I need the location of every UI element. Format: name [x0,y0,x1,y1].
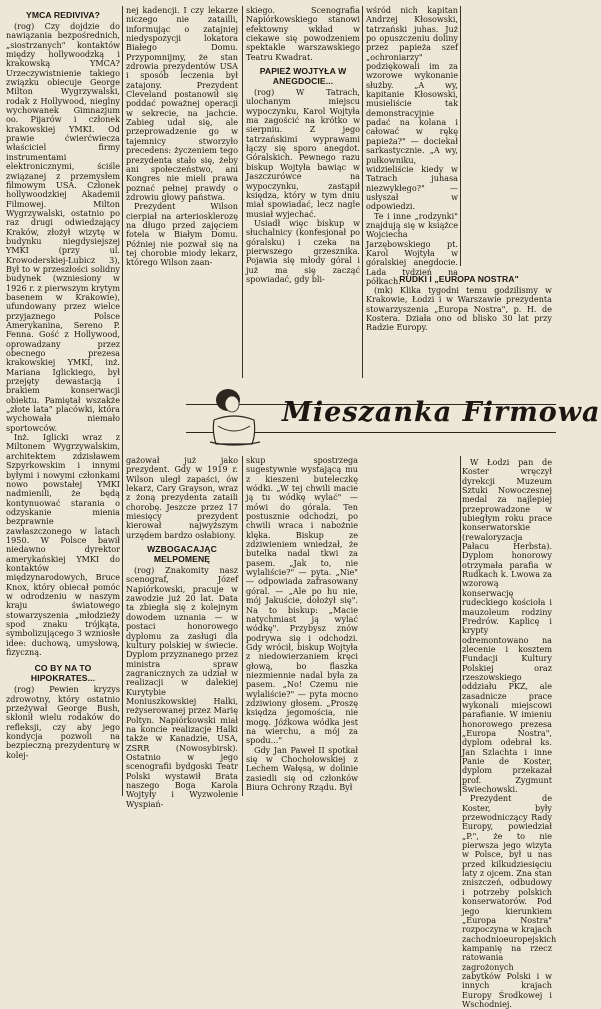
hipokrates-heading: CO BY NA TO HIPOKRATES... [30,663,96,684]
column-rule-2 [242,6,243,378]
column-rule-6 [460,456,461,796]
papiez-paragraph-2: Usiadł więc biskup w słuchalnicy (konfesjonał po góralsku) i czeka na pierwszego grzesznika. Pojawia się młody góral i już ma się zacząć spowiadać, gdy bli- [246,217,360,284]
rudki-paragraph-2: W Łodzi pan de Koster wręczył dyrekcji Muzeum Sztuki Nowoczesnej medal za najlepiej przeprowadzone w ubiegłym roku prace konserwatorskie (rewaloryzacja Pałacu Herbsta). Dyplom honorowy otrzymała parafia w Rudkach k. Lwowa za wzorową konserwację rudeckiego kościoła i mauzoleum rodziny Fredrów. Kaplicę i krypty odremontowano na zlecenie i kosztem Fundacji Kultury Polskiej oraz rzeszowskiego oddziału PKZ, ale zasadnicze prace wykonali miejscowi parafianie. W imieniu honorowego prezesa „Europa Nostra", dyplom odebrał ks. Jan Szlachta i inne Panie de Koster, dyplom przekazał prof. Zygmunt Świechowski. [462,457,552,795]
rudki-paragraph-1: (mk) Klika tygodni temu godzilismy w Krakowie, Łodzi i w Warszawie prezydenta stowarzyszenia „Europa Nostra", p. H. de Kostera. Działa ono od blisko 30 lat przy Radzie Europy. [366,285,552,333]
column-3-bottom [246,456,358,796]
wilson-paragraph-1: nej kadencji. I czy lekarze niczego nie zatailli, informując o zatajniej niedyspozycji lokatora Białego Domu. Przypomnijmy, że stan zdrowia prezydentów USA i sposób leczenia był zatajony. Prezydent Cleveland postanowił się poddać poważnej operacji w sekrecie, na jachcie. Zabieg udał się, ale przeprowadzenie go w tajemnicy stworzyło precedens: życzeniem tego prezydenta stało się, żeby ani społeczeństwo, ani Kongres nie mieli prawa poznać pełnej prawdy o zdrowiu głowy państwa. [126,5,238,202]
mieszanka-banner [186,382,601,452]
wzbogacajac-paragraph: (rog) Znakomity nasz scenograf, Józef Napiórkowski, pracuje w zawodzie już 20 lat. Data ta zbiegła się z kolejnym dowodem uznania — w postaci honorowego dyplomu za zasługi dla kultury polskiej w świecie. Dyplom przyznanego przez ministra spraw zagranicznych za udział w realizacji w dalekiej Kurytybie Moniuszkowskiej Halki, reżyserowanej przez Marię Poltyn. Napiórkowski miał na koncie realizacje Halki także w Kanadzie, USA, ZSRR (Nowosybirsk). Ostatnio w jego scenografii bydgoski Teatr Polski wystawił Brata naszego Boga Karola Wojtyły i Wyzwolenie Wyspiań- [126,565,238,809]
ymca-paragraph-1: (rog) Czy dojdzie do nawiązania bezpośrednich, „siostrzanych" kontaktów między hollywoodzką i krakowską YMCA? Urzeczywistnienie takiego związku obiecuje George Milton Wygrzywalski, rodak z Hollywood, nieglny wychowanek Gimnazjum oo. Pijarów i członek krakowskiej YMKI. Od prawie ćwierćwiecza właściciel firmy instrumentami elektronicznymi, ściśle związanej z przemysłem filmowym USA. Członek hollywoodzkiej Akademii Filmowej. Milton Wygrzywalski, ostatnio po raz drugi odwiedzający Kraków, złożył wizytę w budynku niegdysiejszej YMKI (przy ul. Krowoderskiej-Lubicz 3), Był to w przeszłości solidny budynek (wzniesiony w 1926 r. z pierwszym krytym basenem w Krakowie), ufundowany przez wielce przyjaznego Polsce Amerykanina, Sereno P. Fenna. Gość z Hollywood, oprowadzany przez obecnego prezesa krakowskiej YMKI, inż. Mariana Iglickiego, był przejęty dewastacją i brakiem konserwacji obiektu. Pamiętał wszakże „złote lata" placówki, która wychowała niemało sportowców. [6,21,120,433]
papiez-heading: PAPIEŻ WOJTYŁA W ANEGDOCIE... [259,66,347,87]
column-2-top [126,6,238,378]
column-rule-5 [242,456,243,796]
column-rule-4 [460,6,461,266]
papiez-paragraph-4: Te i inne „rodzynki" znajdują się w książce Wojciecha Jarzębowskiego pt. Karol Wojtyła w góralskiej anegdocie. Lada tydzień na półkach. [366,210,458,286]
rudki-article [366,270,552,380]
column-1 [6,6,120,796]
column-rule-1 [122,6,123,796]
column-3-top [246,6,360,378]
papiez2-paragraph-2: Gdy Jan Paweł II spotkał się w Chochołowskiej z Lechem Wałęsą, w dolinie zasiedli się od członków Biura Ochrony Rządu. Był [246,744,358,793]
ymca-paragraph-2: Inż. Iglicki wraz z Miltonem Wygrzywalskim, architektem zdzisławem Szpyrkowskim i innymi byłymi i nowymi członkami nowo powstałej YMKI nadmienili, że będą kontynuować starania o odzyskanie mienia bezprawnie zawłaszczonego w latach 1950. W Polsce bawił niedawno dyrektor amerykańskiej YMKI do kontaktów międzynarodowych, Bruce Knox, który obiecał pomóc w odrodzeniu w naszym kraju światowego stowarzyszenia „młodzieży spod znaku trójkąta, symbolizującego 3 wzniosłe idee: duchową, umysłową, fizyczną. [6,432,120,658]
column-2-bottom [126,455,238,809]
ymca-heading: YMCA REDIVIVA? [26,10,100,20]
skiego-paragraph: skiego. Scenografia Napiórkowskiego stanowi efektowny wkład w ciekawe się powodzeniem spektakle warszawskiego Teatru Kwadrat. [246,5,360,62]
rudki-paragraph-3: Prezydent de Koster, były przewodniczący Rady Europy, powiedział „P.", że to nie pierwsza jego wizyta w Polsce, był u nas przed kilkudziesięciu laty z ojcem. Zna stan zniszczeń, odbudowy i potrzeby polskich konserwatorów. Pod jego kierunkiem „Europa Nostra" rozpoczyna w krajach zachodnioeuropejskich kampanię na rzecz ratowania zagrożonych zabytków Polski i w innych krajach Europy Środkowej i Wschodniej. [462,793,557,1009]
banner-title: Mieszanka Firmowa [282,397,601,428]
papiez-paragraph-1: (rog) W Tatrach, ulochanym miejscu wypoczynku, Karol Wojtyła ma zagościć na krótko w sierpniu. Z jego tatrzańskimi wyprawami łączy się sporo anegdot. Góralskich. Pewnego razu biskup Wojtyła bawiąc w Jaszczurówce na wypoczynku, zastąpił księdza, który w tym dniu miał spowiadać, lecz nagle musiał wyjechać. [246,87,360,219]
pinup-figure-icon [194,384,274,450]
column-4-top [366,5,458,286]
rudki-continued [462,457,557,1009]
rudki-heading: RUDKI I „EUROPA NOSTRA" [399,274,519,284]
papiez2-paragraph-1: skup spostrzega sugestywnie wystającą mu z kieszeni buteleczkę wódki. „W tej chwili macie ją tu wódkę wylać" — mówi do górala. Ten postusznie odchodzi, po chwili wraca i nabożnie klęka. Biskup ze zdziwieniem wniedzał, że butelka nadal tkwi za pasem. „Jak to, nie wylaliście?" — pyta. „Nie" — odpowiada zafrasowany góral. — „Ale po hu nie, mój Jakuście, dołożył się". Na to biskup: „Macie natychmiast ją wylać wódkę". Przybysz znów podrywa się i odchodzi. Gdy wrócił, biskup Wojtyła z niedowierzaniem kręci głową, bo flaszka niezmiennie nadal była za pasem. „No! Czemu nie wylaliście?" — pyta mocno zdziwiony głosem. „Proszę księdza jegomościa, nie mogę. Jóźkowa wódka jest na wierchu, a mój za spodu..." [246,455,358,746]
hipokrates-paragraph-1: (rog) Pewien kryzys zdrowotny, który ostatnio przeżywał George Bush, skłonił wielu rodaków do refleksji, czy aby jego kondycja pozwoli na bezpieczną prezydenturę w kolej- [6,684,120,760]
column-rule-3 [362,6,363,378]
wilson-paragraph-2: Prezydent Wilson cierpiał na arteriosklerozę na długo przed zajęciem fotela w Białym Domu. Później nie pozwał się na tej chorobie miody lekarz, którego Wilson zaan- [126,201,238,268]
papiez-paragraph-3: wśród nich kapitan Andrzej Kłosowski, tatrzański juhas. Już po opuszczeniu doliny przez papieża szef „ochroniarzy" podziękowali im za wzorowe wykonanie służby. „A wy, kapitanie Kłosowski, musieliście tak demonstracyjnie padać na kolana i całować w rękę papieża?" — dociekał sarkastycznie. „A wy, pułkowniku, widzieliście kiedy w Tatrach juhasa niezwykłego?" — usłyszał w odpowiedzi. [366,5,458,212]
wilson2-paragraph: gażował już jako prezydent. Gdy w 1919 r. Wilson uległ zapaści, ów lekarz, Cary Grayson, wraz z żoną prezydenta zataili chorobę. Jeszcze przez 17 miesięcy prezydent kierował najwyższym urzędem bardzo osłabiony. [126,455,238,540]
wzbogacajac-heading: WZBOGACAJĄC MELPOMENĘ [147,544,217,565]
